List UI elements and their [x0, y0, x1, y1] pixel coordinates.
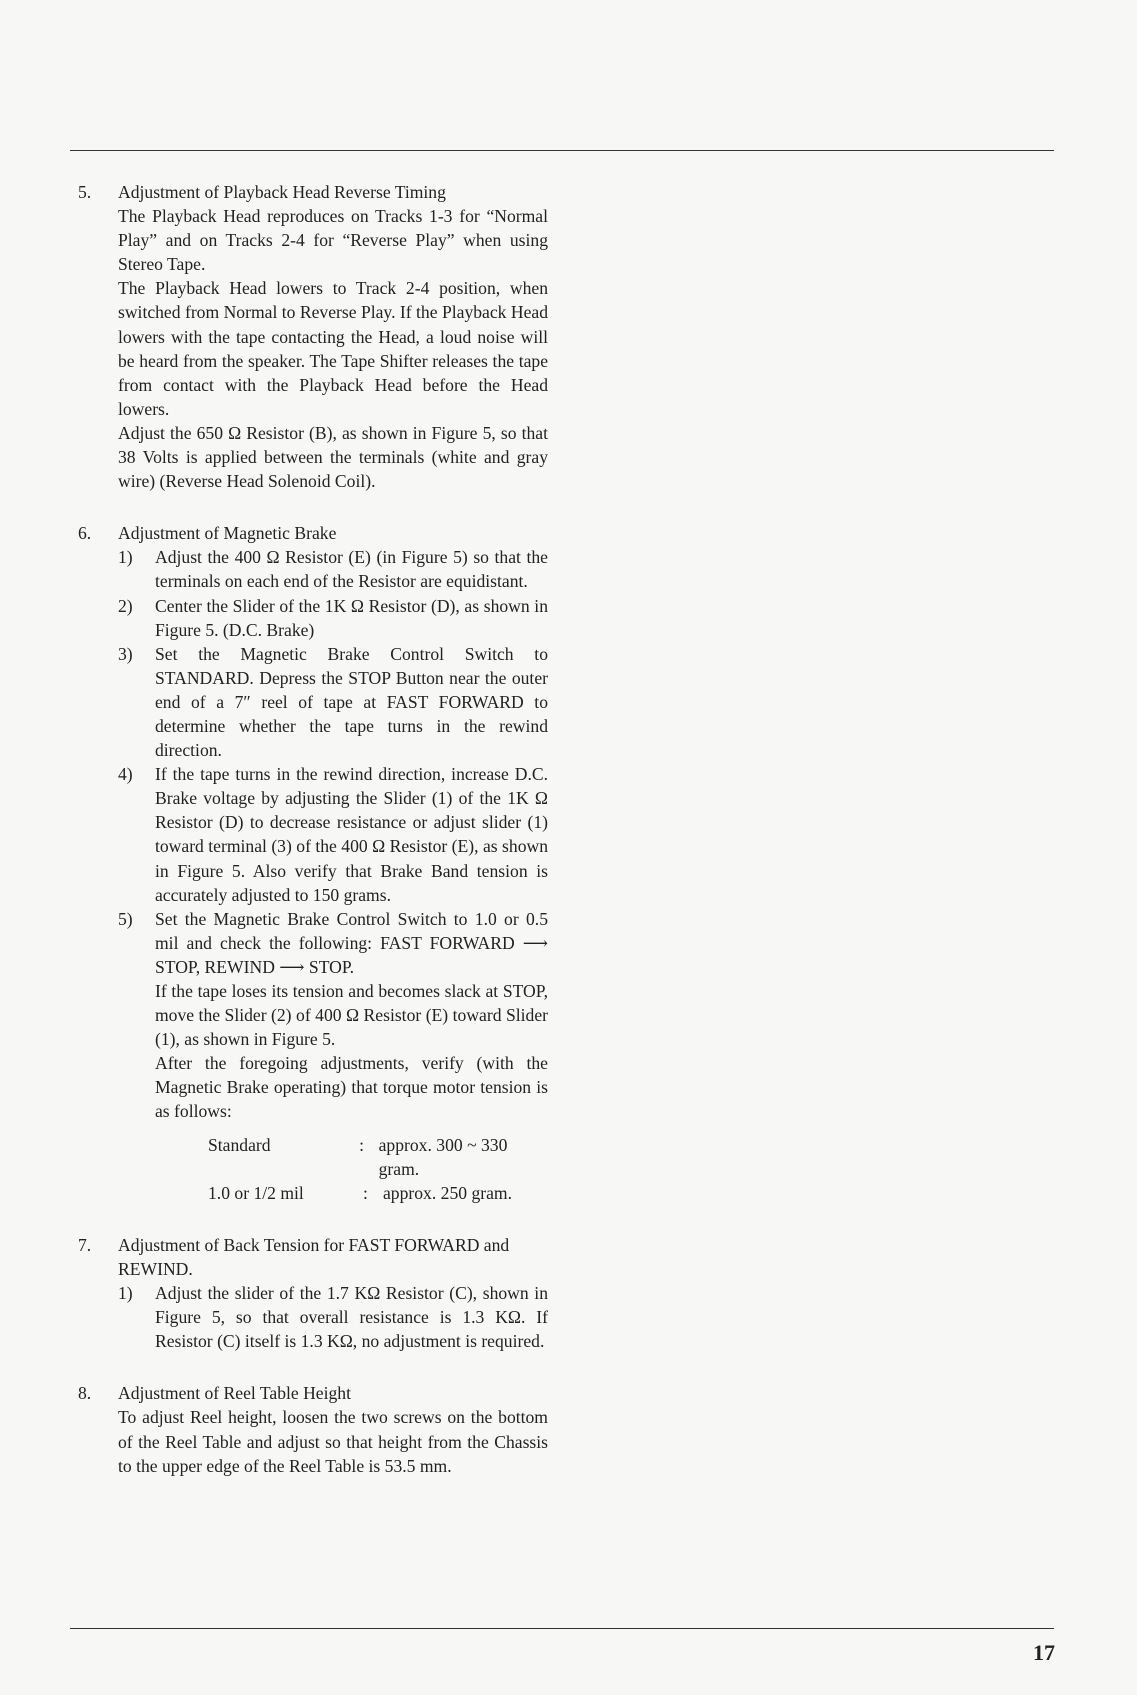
top-rule [70, 150, 1054, 151]
section-heading: Adjustment of Magnetic Brake [118, 523, 337, 544]
paragraph: To adjust Reel height, loosen the two screws on the bottom of the Reel Table and adjust so that height from the Chassis to the upper edge of the Reel Table is 53.5 mm. [118, 1407, 548, 1476]
step-text: Adjust the slider of the 1.7 KΩ Resistor (C), shown in Figure 5, so that overall resistance is 1.3 KΩ. If Resistor (C) itself is 1.3 KΩ, no adjustment is required. [155, 1283, 548, 1352]
page-content [78, 180, 548, 1478]
bottom-rule [70, 1628, 1054, 1629]
paragraph: Adjust the 650 Ω Resistor (B), as shown in Figure 5, so that 38 Volts is applied between the terminals (white and gray wire) (Reverse Head Solenoid Coil). [118, 422, 548, 492]
step-text: Set the Magnetic Brake Control Switch to STANDARD. Depress the STOP Button near the outer end of a 7″ reel of tape at FAST FORWARD to determine whether the tape turns in the rewind direction. [155, 643, 548, 761]
step-item [118, 594, 548, 642]
step-number: 3) [118, 643, 133, 664]
step-number: 4) [118, 764, 133, 785]
section-7 [78, 1233, 548, 1353]
step-item [118, 1281, 548, 1353]
section-heading: Adjustment of Reel Table Height [118, 1383, 351, 1404]
section-number: 5. [78, 182, 92, 202]
step-item [118, 762, 548, 907]
section-number: 8. [78, 1383, 92, 1404]
step-note: If the tape loses its tension and becomes slack at STOP, move the Slider (2) of 400 Ω Resistor (E) toward Slider (1), as shown in Figure 5. [155, 981, 548, 1050]
step-item [118, 907, 548, 1205]
torque-row [208, 1133, 548, 1181]
step-note: After the foregoing adjustments, verify (with the Magnetic Brake operating) that torque motor tension is as follows: [155, 1053, 548, 1122]
step-number: 1) [118, 547, 133, 568]
step-item [118, 642, 548, 762]
torque-value: approx. 250 gram. [383, 1182, 512, 1203]
step-list [118, 545, 548, 1205]
section-number: 6. [78, 523, 92, 544]
step-number: 2) [118, 595, 133, 616]
step-number: 1) [118, 1283, 133, 1304]
paragraph: The Playback Head lowers to Track 2-4 position, when switched from Normal to Reverse Play. If the Playback Head lowers with the tape contacting the Head, a loud noise will be heard from the speaker. The Tape Shifter releases the tape from contact with the Playback Head before the Head lowers. [118, 278, 548, 419]
torque-label: Standard [208, 1134, 271, 1155]
section-8 [78, 1381, 548, 1477]
torque-separator: : [363, 1182, 368, 1203]
torque-label: 1.0 or 1/2 mil [208, 1182, 304, 1203]
section-heading: Adjustment of Back Tension for FAST FORWARD and REWIND. [118, 1234, 510, 1279]
torque-separator: : [359, 1134, 365, 1155]
step-number: 5) [118, 908, 133, 929]
step-text: Adjust the 400 Ω Resistor (E) (in Figure 5) so that the terminals on each end of the Resistor are equidistant. [155, 547, 548, 592]
torque-row [208, 1181, 548, 1205]
section-number: 7. [78, 1234, 92, 1255]
step-text: Center the Slider of the 1K Ω Resistor (D), as shown in Figure 5. (D.C. Brake) [155, 595, 548, 640]
section-heading: Adjustment of Playback Head Reverse Timing [118, 182, 446, 202]
paragraph: The Playback Head reproduces on Tracks 1-3 for “Normal Play” and on Tracks 2-4 for “Reverse Play” when using Stereo Tape. [118, 206, 548, 275]
section-6 [78, 521, 548, 1205]
step-list [118, 1281, 548, 1353]
step-item [118, 545, 548, 593]
page-number: 17 [1033, 1640, 1055, 1665]
step-text: Set the Magnetic Brake Control Switch to 1.0 or 0.5 mil and check the following: FAST FORWARD ⟶ STOP, REWIND ⟶ STOP. [155, 908, 548, 977]
step-text: If the tape turns in the rewind direction, increase D.C. Brake voltage by adjusting the Slider (1) of the 1K Ω Resistor (D) to decrease resistance or adjust slider (1) toward terminal (3) of the 400 Ω Resistor (E), as shown in Figure 5. Also verify that Brake Band tension is accurately adjusted to 150 grams. [155, 764, 548, 905]
torque-value: approx. 300 ~ 330 gram. [378, 1134, 508, 1179]
section-5 [78, 180, 548, 493]
torque-table [208, 1133, 548, 1205]
